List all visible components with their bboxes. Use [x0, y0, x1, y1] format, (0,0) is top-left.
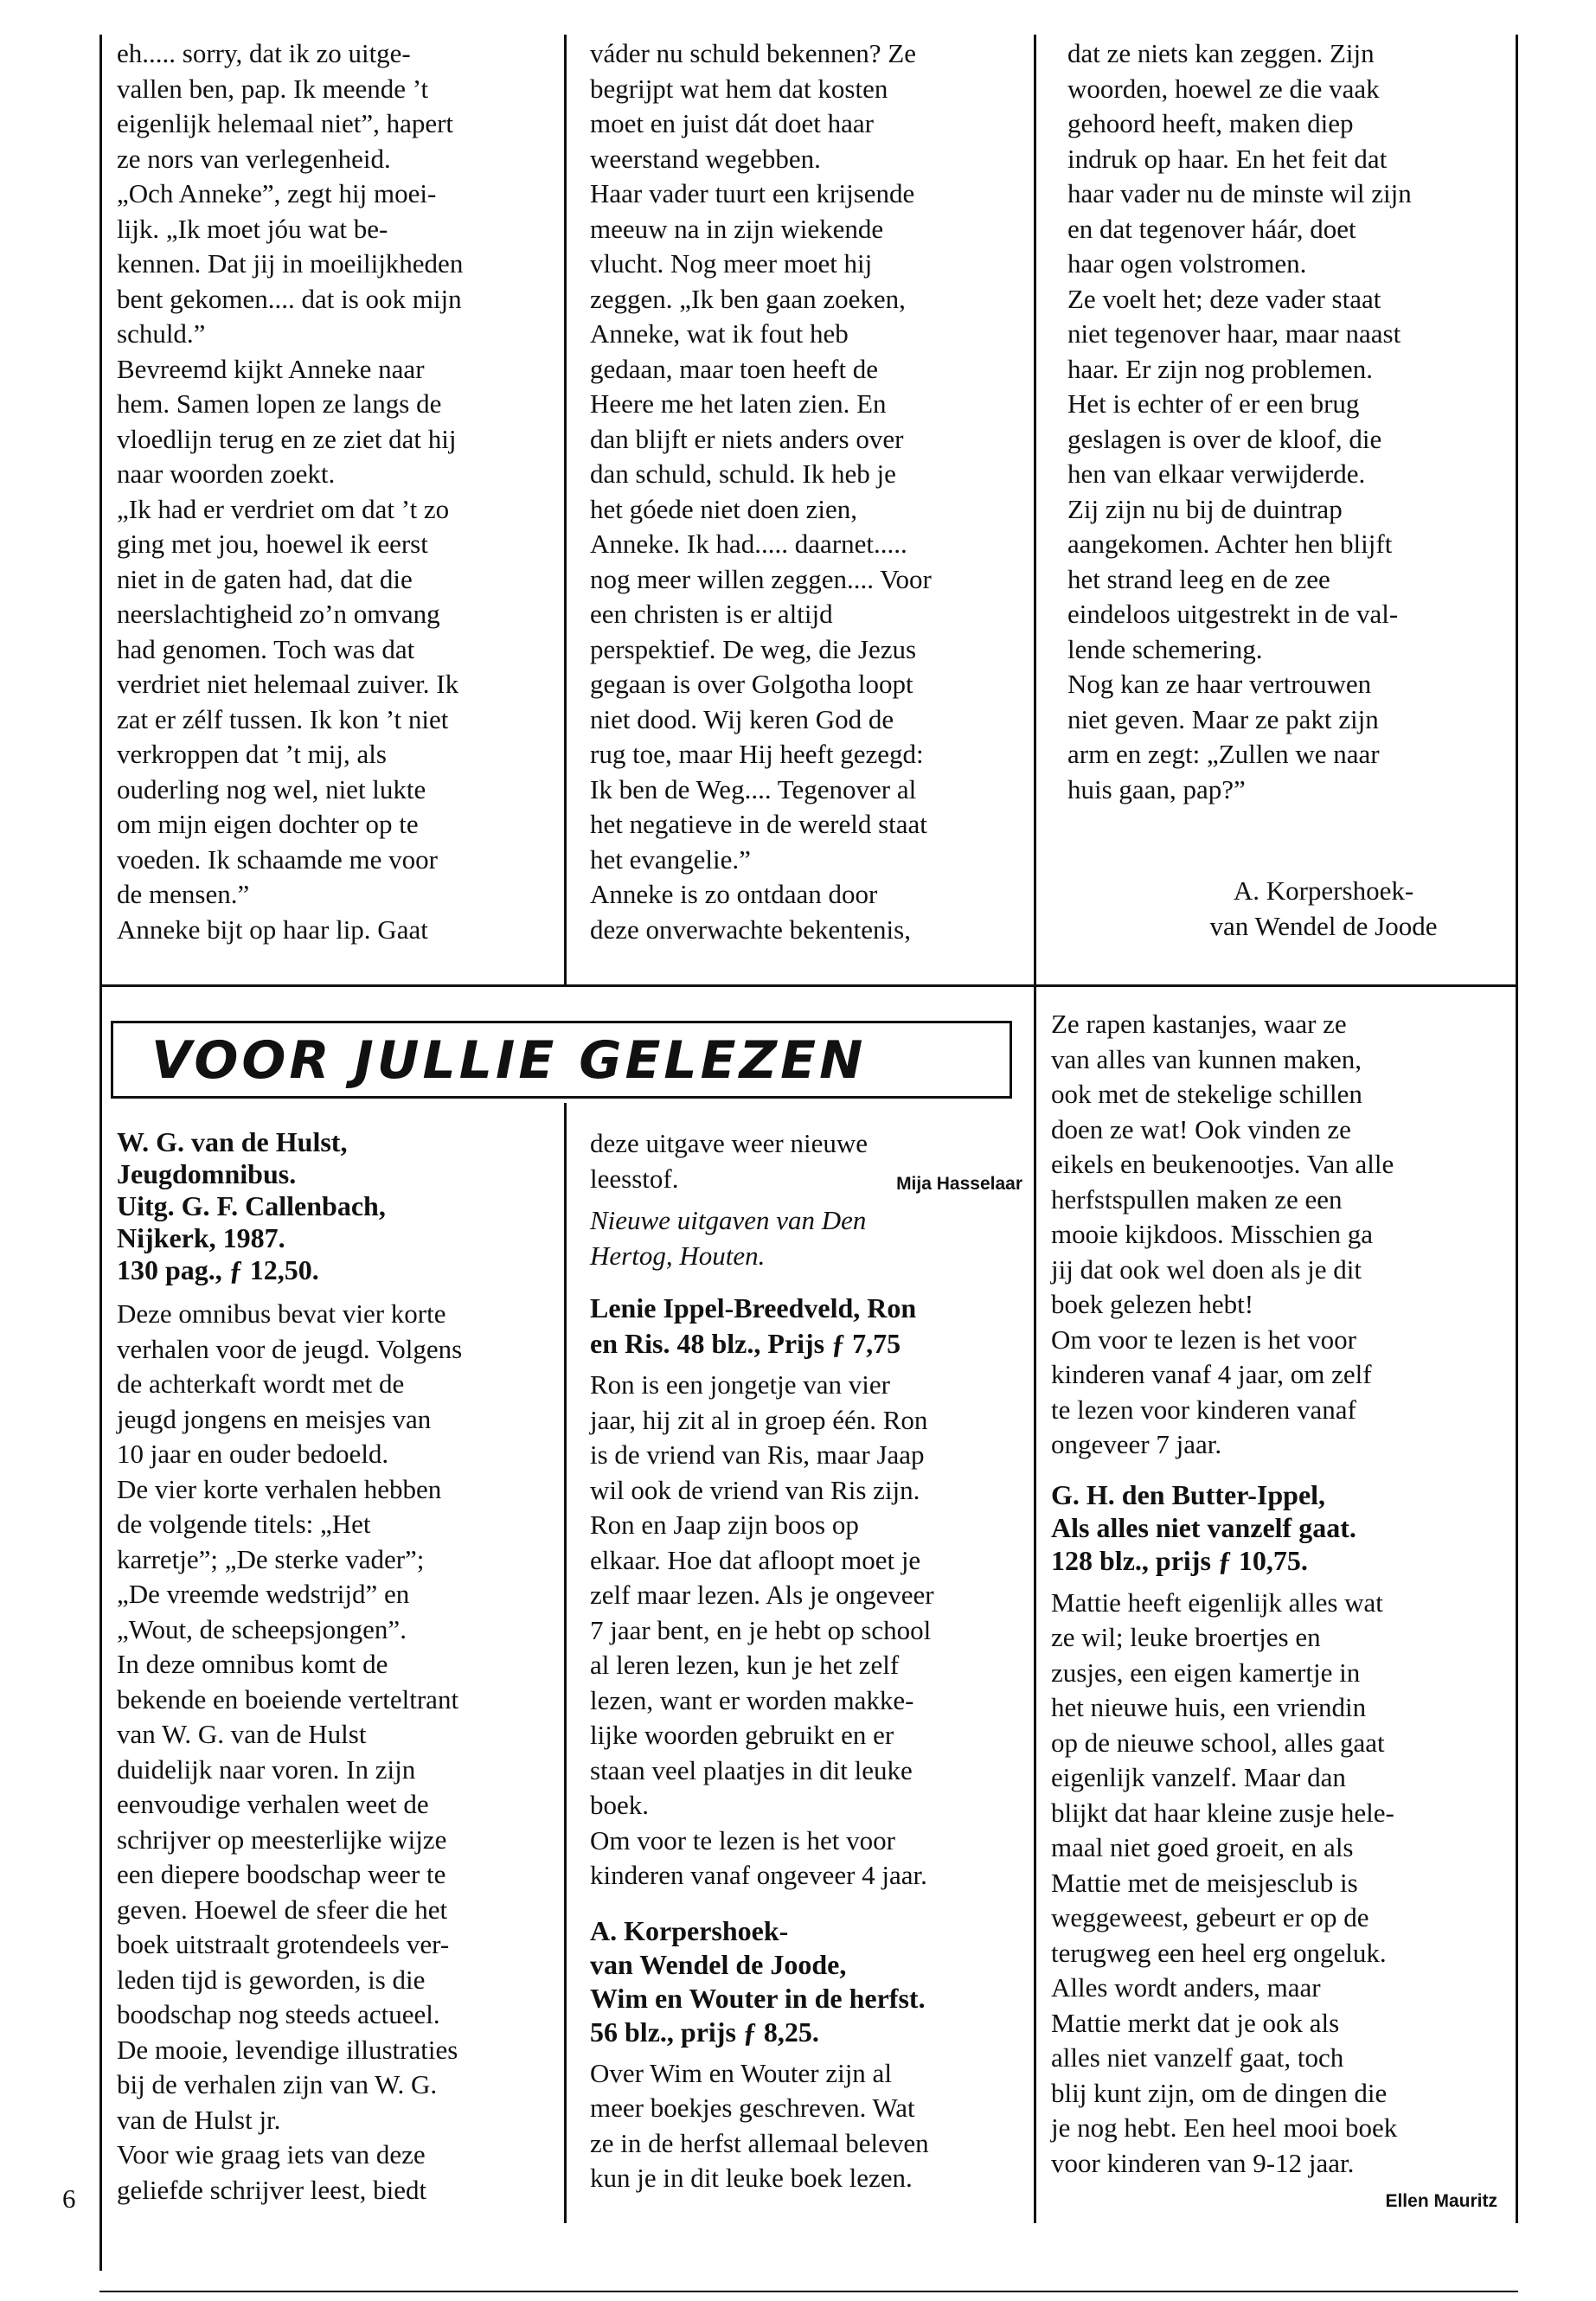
text-line: boek uitstraalt grotendeels ver-	[117, 1929, 450, 1959]
text-line: indruk op haar. En het feit dat	[1067, 143, 1388, 174]
text-line: váder nu schuld bekennen? Ze	[590, 38, 917, 68]
text-line: van de Hulst jr.	[117, 2104, 281, 2135]
section-title-box	[111, 1021, 1012, 1099]
text-line: Ron is een jongetje van vier	[590, 1369, 890, 1400]
review-2-body	[590, 1368, 1022, 1894]
text-line: De mooie, levendige illustraties	[117, 2034, 458, 2065]
text-line: bij de verhalen zijn van W. G.	[117, 2069, 438, 2099]
text-line: Nog kan ze haar vertrouwen	[1067, 669, 1372, 699]
text-line: 7 jaar bent, en je hebt op school	[590, 1614, 932, 1645]
text-line: „Wout, de scheepsjongen”.	[117, 1613, 407, 1644]
text-line: jij dat ook wel doen als je dit	[1051, 1253, 1362, 1285]
text-line: Bevreemd kijkt Anneke naar	[117, 353, 425, 384]
review-3-body	[590, 2056, 1022, 2196]
heading-line: W. G. van de Hulst,	[117, 1126, 348, 1157]
text-line: ze nors van verlegenheid.	[117, 143, 391, 174]
text-line: eenvoudige verhalen weet de	[117, 1789, 429, 1819]
review-4-body	[1051, 1586, 1509, 2182]
text-line: van W. G. van de Hulst	[117, 1719, 367, 1749]
column-rule-1-top	[564, 35, 567, 986]
text-line: hem. Samen lopen ze langs de	[117, 388, 442, 419]
section-title: VOOR JULLIE GELEZEN	[151, 1030, 867, 1091]
text-line: en dat tegenover háár, doet	[1067, 213, 1356, 244]
story-author	[1159, 874, 1488, 944]
text-line: schuld.”	[117, 318, 206, 349]
text-line: Om voor te lezen is het voor	[1051, 1324, 1356, 1355]
text-line: blij kunt zijn, om de dingen die	[1051, 2077, 1388, 2108]
text-line: ze wil; leuke broertjes en	[1051, 1622, 1321, 1652]
text-line: deze onverwachte bekentenis,	[590, 913, 911, 945]
text-line: kinderen vanaf ongeveer 4 jaar.	[590, 1860, 927, 1890]
text-line: kun je in dit leuke boek lezen.	[590, 2163, 913, 2193]
heading-line: en Ris. 48 blz., Prijs ƒ 7,75	[590, 1327, 901, 1359]
text-line: alles niet vanzelf gaat, toch	[1051, 2042, 1344, 2073]
story-column-2	[590, 36, 1022, 947]
heading-line: G. H. den Butter-Ippel,	[1051, 1478, 1326, 1510]
heading-line: van Wendel de Joode,	[590, 1948, 847, 1980]
text-line: doen ze wat! Ook vinden ze	[1051, 1113, 1351, 1144]
text-line: Anneke bijt op haar lip. Gaat	[117, 913, 428, 945]
review-3-heading	[590, 1914, 1022, 2049]
heading-line: Wim en Wouter in de herfst.	[590, 1982, 926, 2014]
text-line: haar. Er zijn nog problemen.	[1067, 353, 1373, 384]
review-1-heading	[117, 1126, 554, 1286]
text-line: herfstspullen maken ze een	[1051, 1183, 1343, 1215]
text-line: gehoord heeft, maken diep	[1067, 108, 1354, 138]
text-line: jaar, hij zit al in groep één. Ron	[590, 1404, 928, 1435]
text-line: vallen ben, pap. Ik meende ’t	[117, 73, 429, 104]
review-1-cont-line2: leesstof.	[590, 1163, 679, 1194]
text-line: boek.	[590, 1790, 650, 1820]
text-line: lijk. „Ik moet jóu wat be-	[117, 213, 388, 244]
heading-line: Als alles niet vanzelf gaat.	[1051, 1511, 1356, 1543]
text-line: is de vriend van Ris, maar Jaap	[590, 1439, 925, 1470]
column-rule-2-bottom	[1034, 986, 1036, 2223]
text-line: eindeloos uitgestrekt in de val-	[1067, 599, 1399, 629]
story-column-3	[1067, 36, 1509, 807]
text-line: ouderling nog wel, niet lukte	[117, 773, 426, 804]
text-line: „Och Anneke”, zegt hij moei-	[117, 178, 437, 208]
text-line: eh..... sorry, dat ik zo uitge-	[117, 38, 411, 68]
text-line: een diepere boodschap weer te	[117, 1859, 446, 1889]
text-line: boek gelezen hebt!	[1051, 1289, 1254, 1319]
text-line: naar woorden zoekt.	[117, 458, 336, 489]
text-line: verdriet niet helemaal zuiver. Ik	[117, 669, 459, 699]
text-line: 10 jaar en ouder bedoeld.	[117, 1439, 389, 1469]
text-line: neerslachtigheid zo’n omvang	[117, 599, 440, 629]
text-line: ook met de stekelige schillen	[1051, 1079, 1362, 1109]
text-line: verhalen voor de jeugd. Volgens	[117, 1333, 463, 1364]
text-line: mooie kijkdoos. Misschien ga	[1051, 1219, 1373, 1249]
text-line: Ze voelt het; deze vader staat	[1067, 283, 1381, 314]
story-author-line2: van Wendel de Joode	[1209, 910, 1438, 941]
text-line: van alles van kunnen maken,	[1051, 1043, 1362, 1074]
text-line: De vier korte verhalen hebben	[117, 1473, 442, 1504]
text-line: ze in de herfst allemaal beleven	[590, 2127, 929, 2158]
text-line: Nieuwe uitgaven van Den	[590, 1205, 867, 1235]
text-line: Ik ben de Weg.... Tegenover al	[590, 773, 917, 804]
text-line: In deze omnibus komt de	[117, 1649, 388, 1679]
text-line: gedaan, maar toen heeft de	[590, 353, 879, 384]
review-4-heading	[1051, 1478, 1509, 1577]
bottom-column-2	[590, 1126, 1022, 2196]
text-line: de volgende titels: „Het	[117, 1509, 371, 1539]
text-line: perspektief. De weg, die Jezus	[590, 633, 917, 664]
text-line: Ron en Jaap zijn boos op	[590, 1509, 859, 1540]
heading-line: 130 pag., ƒ 12,50.	[117, 1254, 319, 1285]
column-rule-1-bottom	[564, 1103, 567, 2223]
text-line: ongeveer 7 jaar.	[1051, 1429, 1222, 1459]
text-line: de mensen.”	[117, 879, 250, 909]
text-line: eigenlijk vanzelf. Maar dan	[1051, 1762, 1346, 1792]
text-line: kennen. Dat jij in moeilijkheden	[117, 248, 464, 279]
text-line: lende schemering.	[1067, 633, 1263, 664]
text-line: Deze omnibus bevat vier korte	[117, 1298, 446, 1329]
text-line: geven. Hoewel de sfeer die het	[117, 1894, 448, 1925]
text-line: het evangelie.”	[590, 843, 751, 875]
story-column-1	[117, 36, 549, 947]
text-line: Het is echter of er een brug	[1067, 388, 1360, 419]
text-line: Om voor te lezen is het voor	[590, 1824, 895, 1856]
text-line: elkaar. Hoe dat afloopt moet je	[590, 1544, 921, 1575]
text-line: Anneke, wat ik fout heb	[590, 318, 849, 349]
text-line: het nieuwe huis, een vriendin	[1051, 1692, 1367, 1722]
text-line: Haar vader tuurt een krijsende	[590, 178, 915, 208]
text-line: bekende en boeiende verteltrant	[117, 1683, 459, 1715]
text-line: Alles wordt anders, maar	[1051, 1972, 1321, 2003]
heading-line: Nijkerk, 1987.	[117, 1222, 285, 1253]
text-line: woorden, hoewel ze die vaak	[1067, 73, 1380, 104]
text-line: zat er zélf tussen. Ik kon ’t niet	[117, 703, 449, 734]
heading-line: Lenie Ippel-Breedveld, Ron	[590, 1292, 917, 1324]
text-line: niet tegenover haar, maar naast	[1067, 318, 1401, 349]
text-line: te lezen voor kinderen vanaf	[1051, 1394, 1356, 1425]
text-line: weerstand wegebben.	[590, 143, 821, 174]
text-line: begrijpt wat hem dat kosten	[590, 73, 888, 104]
text-line: een christen is er altijd	[590, 599, 833, 629]
text-line: Hertog, Houten.	[590, 1240, 766, 1271]
publisher-note	[590, 1203, 1022, 1273]
text-line: Mattie met de meisjesclub is	[1051, 1867, 1358, 1898]
text-line: zeggen. „Ik ben gaan zoeken,	[590, 283, 906, 314]
text-line: „De vreemde wedstrijd” en	[117, 1579, 410, 1609]
text-line: meer boekjes geschreven. Wat	[590, 2093, 915, 2123]
text-line: dan schuld, schuld. Ik heb je	[590, 458, 896, 489]
review-1	[117, 1126, 554, 2208]
text-line: Mattie heeft eigenlijk alles wat	[1051, 1586, 1383, 1618]
text-line: eikels en beukenootjes. Van alle	[1051, 1149, 1394, 1179]
text-line: het strand leeg en de zee	[1067, 563, 1330, 594]
text-line: maal niet goed groeit, en als	[1051, 1832, 1354, 1862]
text-line: terugweg een heel erg ongeluk.	[1051, 1937, 1387, 1968]
text-line: boodschap nog steeds actueel.	[117, 1999, 440, 2029]
text-line: voeden. Ik schaamde me voor	[117, 843, 439, 875]
text-line: het negatieve in de wereld staat	[590, 809, 927, 839]
text-line: hen van elkaar verwijderde.	[1067, 458, 1366, 489]
text-line: al leren lezen, kun je het zelf	[590, 1650, 900, 1680]
text-line: om mijn eigen dochter op te	[117, 809, 419, 839]
text-line: aangekomen. Achter hen blijft	[1067, 529, 1393, 559]
heading-line: Jeugdomnibus.	[117, 1158, 297, 1189]
text-line: nog meer willen zeggen.... Voor	[590, 563, 932, 594]
text-line: leden tijd is geworden, is die	[117, 1964, 426, 1995]
text-line: ging met jou, hoewel ik eerst	[117, 529, 428, 559]
text-line: moet en juist dát doet haar	[590, 108, 874, 138]
right-page-rule-top	[1516, 35, 1518, 986]
text-line: geslagen is over de kloof, die	[1067, 423, 1382, 454]
text-line: dan blijft er niets anders over	[590, 423, 904, 454]
text-line: niet geven. Maar ze pakt zijn	[1067, 703, 1379, 734]
column-rule-2-top	[1034, 35, 1036, 986]
text-line: vlucht. Nog meer moet hij	[590, 248, 873, 279]
review-1-body	[117, 1297, 554, 2208]
text-line: Mattie merkt dat je ook als	[1051, 2007, 1340, 2038]
text-line: niet in de gaten had, dat die	[117, 563, 413, 594]
heading-line: Uitg. G. F. Callenbach,	[117, 1190, 386, 1221]
text-line: Zij zijn nu bij de duintrap	[1067, 493, 1343, 524]
text-line: Ze rapen kastanjes, waar ze	[1051, 1009, 1347, 1039]
bottom-rule	[99, 2291, 1518, 2292]
text-line: huis gaan, pap?”	[1067, 773, 1246, 804]
text-line: geliefde schrijver leest, biedt	[117, 2174, 427, 2205]
bottom-column-3	[1051, 1007, 1509, 2220]
review-2-heading	[590, 1291, 1022, 1361]
text-line: wil ook de vriend van Ris zijn.	[590, 1474, 920, 1505]
text-line: rug toe, maar Hij heeft gezegd:	[590, 739, 924, 769]
review-3-body-continued	[1051, 1007, 1509, 1463]
story-author-line1: A. Korpershoek-	[1233, 875, 1414, 906]
text-line: karretje”; „De sterke vader”;	[117, 1543, 425, 1574]
text-line: Heere me het laten zien. En	[590, 388, 887, 419]
text-line: eigenlijk helemaal niet”, hapert	[117, 108, 454, 138]
text-line: duidelijk naar voren. In zijn	[117, 1753, 416, 1785]
text-line: niet dood. Wij keren God de	[590, 703, 894, 734]
heading-line: A. Korpershoek-	[590, 1914, 789, 1946]
text-line: lijke woorden gebruikt en er	[590, 1720, 894, 1750]
text-line: schrijver op meesterlijke wijze	[117, 1823, 447, 1855]
text-line: dat ze niets kan zeggen. Zijn	[1067, 38, 1375, 68]
text-line: Anneke is zo ontdaan door	[590, 879, 878, 909]
text-line: lezen, want er worden makke-	[590, 1684, 914, 1715]
text-line: vloedlijn terug en ze ziet dat hij	[117, 423, 457, 454]
section-divider	[99, 984, 1518, 987]
text-line: staan veel plaatjes in dit leuke	[590, 1754, 913, 1785]
text-line: weggeweest, gebeurt er op de	[1051, 1902, 1369, 1932]
page-number: 6	[62, 2183, 76, 2214]
text-line: zelf maar lezen. Als je ongeveer	[590, 1580, 934, 1610]
text-line: bent gekomen.... dat is ook mijn	[117, 283, 462, 314]
review-1-signature: Mija Hasselaar	[896, 1173, 1022, 1194]
text-line: kinderen vanaf 4 jaar, om zelf	[1051, 1359, 1372, 1389]
text-line: Anneke. Ik had..... daarnet.....	[590, 529, 907, 559]
text-line: verkroppen dat ’t mij, als	[117, 739, 387, 769]
heading-line: 56 blz., prijs ƒ 8,25.	[590, 2016, 819, 2048]
review-4-signature: Ellen Mauritz	[1385, 2191, 1497, 2211]
right-page-rule-bottom	[1516, 986, 1518, 2223]
text-line: de achterkaft wordt met de	[117, 1368, 405, 1399]
review-1-cont-line1: deze uitgave weer nieuwe	[590, 1128, 869, 1158]
text-line: haar ogen volstromen.	[1067, 248, 1307, 279]
text-line: jeugd jongens en meisjes van	[117, 1403, 432, 1434]
text-line: had genomen. Toch was dat	[117, 633, 415, 664]
text-line: arm en zegt: „Zullen we naar	[1067, 739, 1380, 769]
text-line: Voor wie graag iets van deze	[117, 2139, 426, 2170]
text-line: Over Wim en Wouter zijn al	[590, 2057, 892, 2088]
text-line: gegaan is over Golgotha loopt	[590, 669, 913, 699]
text-line: je nog hebt. Een heel mooi boek	[1051, 2112, 1398, 2143]
text-line: blijkt dat haar kleine zusje hele-	[1051, 1797, 1394, 1828]
text-line: „Ik had er verdriet om dat ’t zo	[117, 493, 450, 524]
left-page-rule	[99, 35, 102, 2271]
heading-line: 128 blz., prijs ƒ 10,75.	[1051, 1544, 1308, 1576]
text-line: op de nieuwe school, alles gaat	[1051, 1727, 1385, 1758]
text-line: het góede niet doen zien,	[590, 493, 858, 524]
text-line: haar vader nu de minste wil zijn	[1067, 178, 1412, 208]
text-line: meeuw na in zijn wiekende	[590, 213, 884, 244]
text-line: zusjes, een eigen kamertje in	[1051, 1657, 1361, 1688]
text-line: voor kinderen van 9-12 jaar.	[1051, 2147, 1355, 2178]
